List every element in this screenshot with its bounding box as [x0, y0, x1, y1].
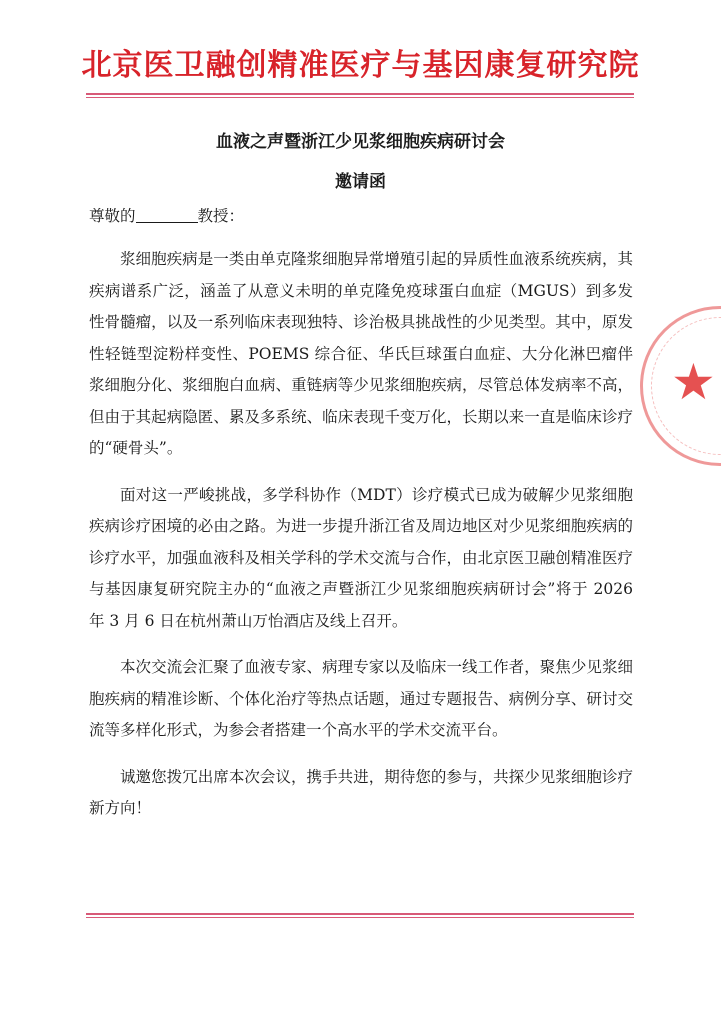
paragraph: 浆细胞疾病是一类由单克隆浆细胞异常增殖引起的异质性血液系统疾病，其疾病谱系广泛，涵盖了从意义未明的单克隆免疫球蛋白血症（MGUS）到多发性骨髓瘤，以及一系列临床表现独特、诊治极具挑战性的少见类型。其中，原发性轻链型淀粉样变性、POEMS 综合征、华氏巨球蛋白血症、大分化淋巴瘤伴浆细胞分化、浆细胞白血病、重链病等少见浆细胞疾病，尽管总体发病率不高，但由于其起病隐匿、累及多系统、临床表现千变万化，长期以来一直是临床诊疗的“硬骨头”。: [89, 250, 633, 457]
paragraph: 本次交流会汇聚了血液专家、病理专家以及临床一线工作者，聚焦少见浆细胞疾病的精准诊断、个体化治疗等热点话题，通过专题报告、病例分享、研讨交流等多样化形式，为参会者搭建一个高水平的学术交流平台。: [89, 658, 633, 739]
letterhead-org-name: 北京医卫融创精准医疗与基因康复研究院: [81, 48, 640, 83]
document-title: 血液之声暨浙江少见浆细胞疾病研讨会: [216, 132, 505, 152]
seal-inner-ring: [651, 317, 721, 455]
document-subtitle: 邀请函: [335, 172, 386, 192]
name-blank: [136, 206, 198, 223]
footer-divider: [86, 913, 634, 918]
letter-body: [89, 244, 633, 840]
salutation-prefix: 尊敬的: [89, 207, 136, 225]
letterhead-divider: [86, 93, 634, 98]
star-icon: ★: [671, 353, 716, 411]
official-seal: [640, 306, 721, 466]
salutation-suffix: 教授：: [197, 207, 245, 225]
paragraph: 面对这一严峻挑战，多学科协作（MDT）诊疗模式已成为破解少见浆细胞疾病诊疗困境的必由之路。为进一步提升浙江省及周边地区对少见浆细胞疾病的诊疗水平，加强血液科及相关学科的学术交流与合作，由北京医卫融创精准医疗与基因康复研究院主办的“血液之声暨浙江少见浆细胞疾病研讨会”将于 2026 年 3 月 6 日在杭州萧山万怡酒店及线上召开。: [89, 485, 633, 630]
salutation: [89, 204, 244, 228]
paragraph: 诚邀您拨冗出席本次会议，携手共进，期待您的参与，共探少见浆细胞诊疗新方向！: [89, 767, 633, 817]
